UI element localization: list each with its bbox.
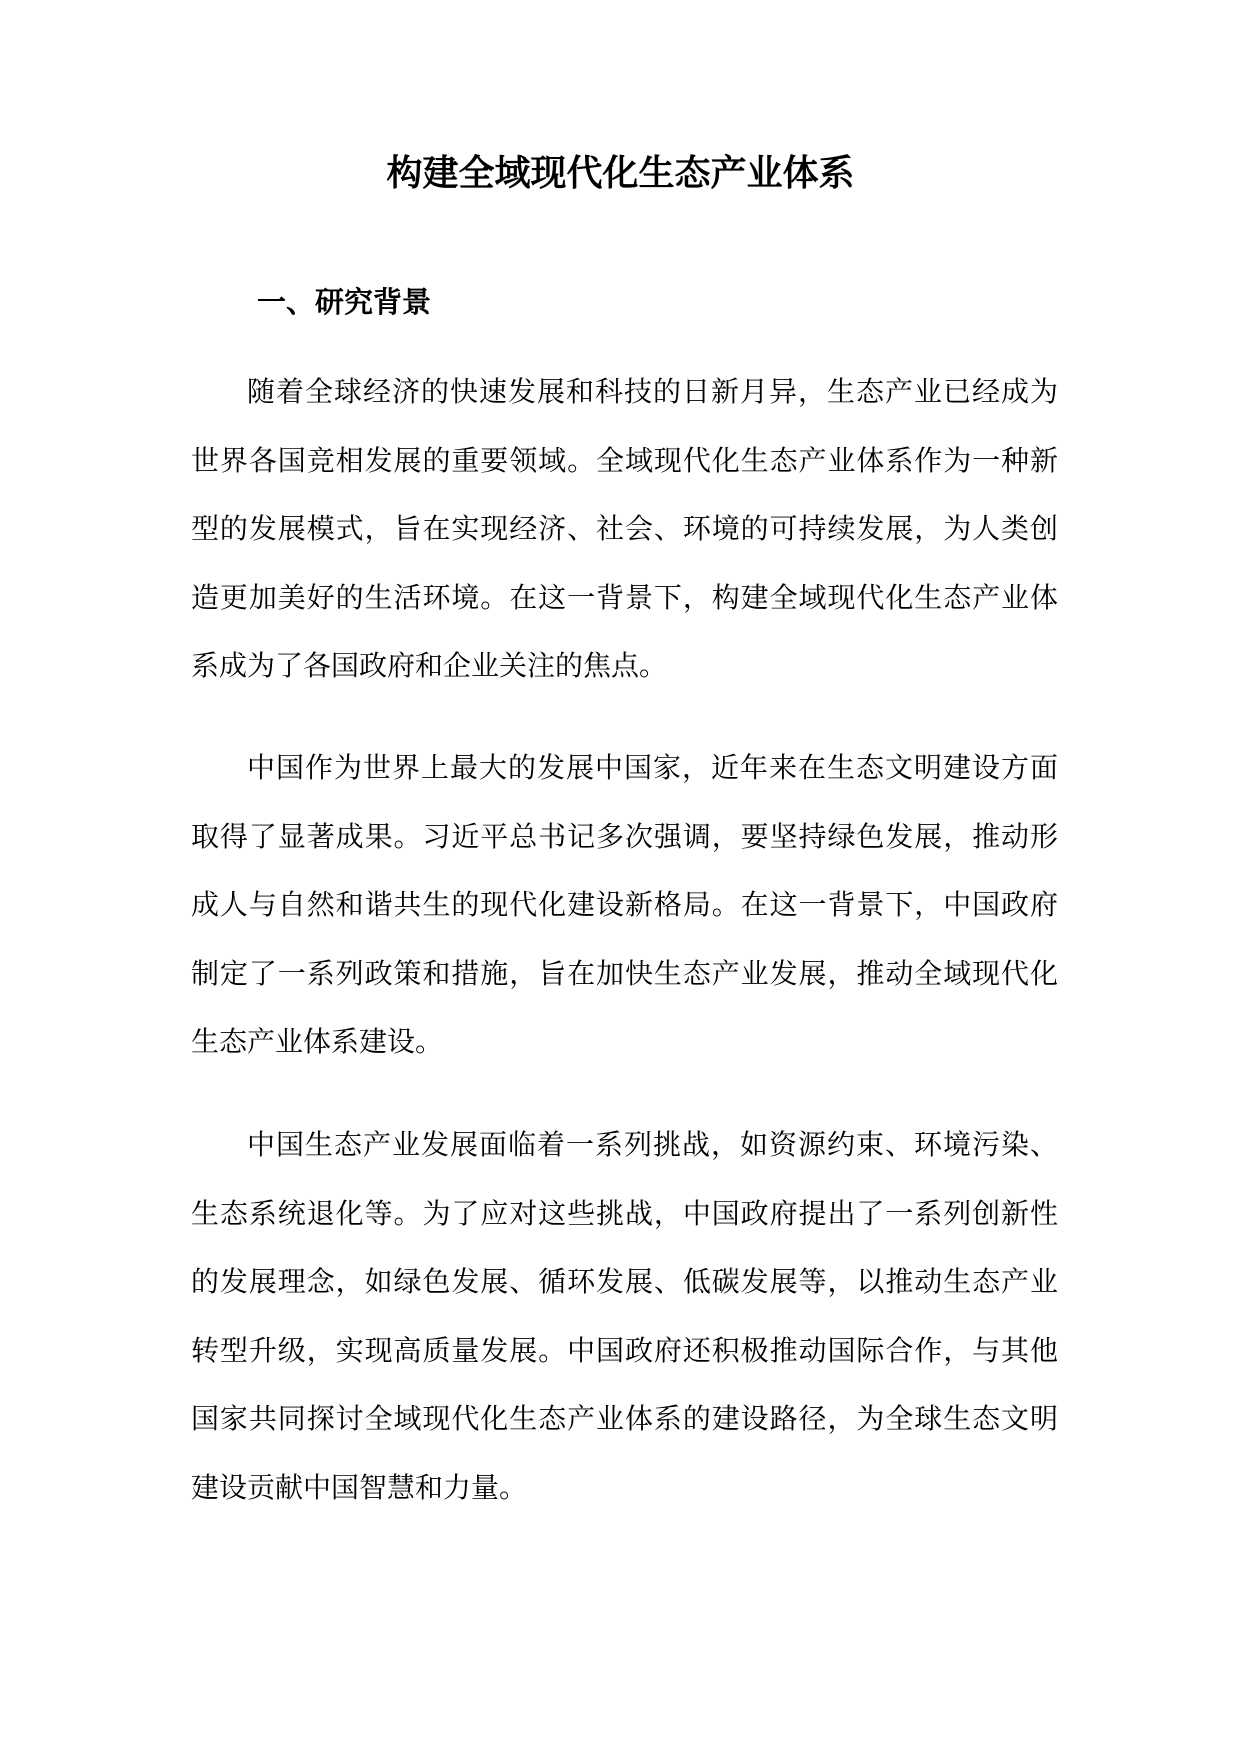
body-paragraph: 中国生态产业发展面临着一系列挑战，如资源约束、环境污染、生态系统退化等。为了应对这些挑战，中国政府提出了一系列创新性的发展理念，如绿色发展、循环发展、低碳发展等，以推动生态产业转型升级，实现高质量发展。中国政府还积极推动国际合作，与其他国家共同探讨全域现代化生态产业体系的建设路径，为全球生态文明建设贡献中国智慧和力量。	[191, 1128, 1058, 1504]
body-paragraph: 中国作为世界上最大的发展中国家，近年来在生态文明建设方面取得了显著成果。习近平总书记多次强调，要坚持绿色发展，推动形成人与自然和谐共生的现代化建设新格局。在这一背景下，中国政府制定了一系列政策和措施，旨在加快生态产业发展，推动全域现代化生态产业体系建设。	[191, 751, 1058, 1058]
body-paragraph: 随着全球经济的快速发展和科技的日新月异，生态产业已经成为世界各国竞相发展的重要领域。全域现代化生态产业体系作为一种新型的发展模式，旨在实现经济、社会、环境的可持续发展，为人类创造更加美好的生活环境。在这一背景下，构建全域现代化生态产业体系成为了各国政府和企业关注的焦点。	[191, 375, 1058, 682]
document-title: 构建全域现代化生态产业体系	[386, 153, 855, 194]
section-heading: 一、研究背景	[257, 285, 432, 319]
